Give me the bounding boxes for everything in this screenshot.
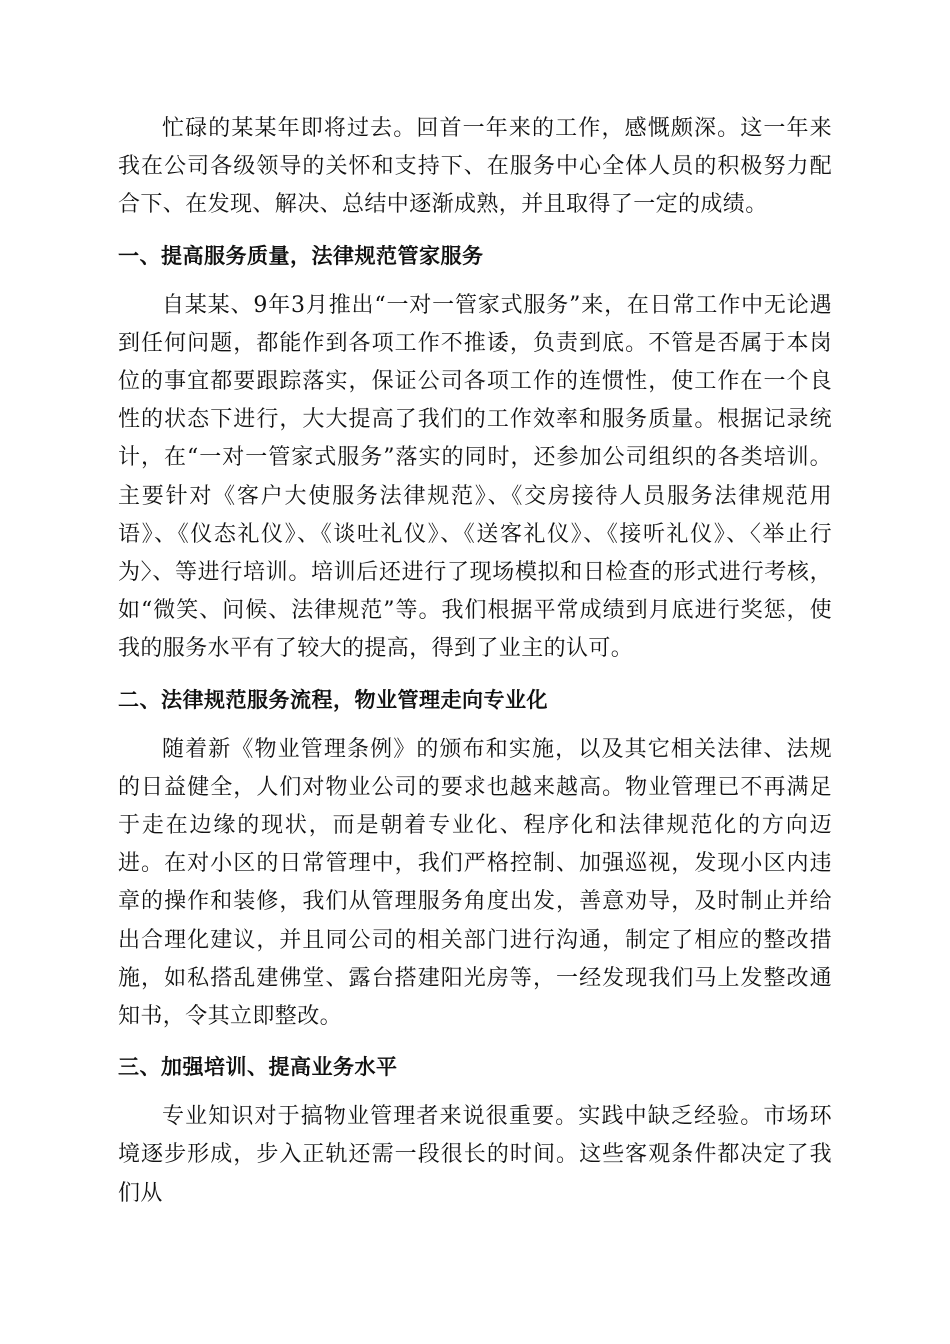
section-2-paragraph: 随着新《物业管理条例》的颁布和实施，以及其它相关法律、法规的日益健全，人们对物业公司的要求也越来越高。物业管理已不再满足于走在边缘的现状，而是朝着专业化、程序化和法律规范化的方向迈进。在对小区的日常管理中，我们严格控制、加强巡视，发现小区内违章的操作和装修，我们从管理服务角度出发，善意劝导，及时制止并给出合理化建议，并且同公司的相关部门进行沟通，制定了相应的整改措施，如私搭乱建佛堂、露台搭建阳光房等，一经发现我们马上发整改通知书，令其立即整改。 [118, 736, 832, 1030]
section-3-heading: 三、加强培训、提高业务水平 [118, 1055, 398, 1080]
section-3-paragraph: 专业知识对于搞物业管理者来说很重要。实践中缺乏经验。市场环境逐步形成，步入正轨还需一段很长的时间。这些客观条件都决定了我们从 [118, 1104, 832, 1206]
intro-paragraph: 忙碌的某某年即将过去。回首一年来的工作，感慨颇深。这一年来我在公司各级领导的关怀和支持下、在服务中心全体人员的积极努力配合下、在发现、解决、总结中逐渐成熟，并且取得了一定的成绩。 [118, 116, 832, 218]
document-body [118, 110, 832, 1213]
section-2-heading: 二、法律规范服务流程，物业管理走向专业化 [118, 687, 548, 712]
section-1-paragraph: 自某某、9年3月推出“一对一管家式服务”来，在日常工作中无论遇到任何问题，都能作到各项工作不推诿，负责到底。不管是否属于本岗位的事宜都要跟踪落实，保证公司各项工作的连惯性，使工作在一个良性的状态下进行，大大提高了我们的工作效率和服务质量。根据记录统计，在“一对一管家式服务”落实的同时，还参加公司组织的各类培训。主要针对《客户大使服务法律规范》、《交房接待人员服务法律规范用语》、《仪态礼仪》、《谈吐礼仪》、《送客礼仪》、《接听礼仪》、〈举止行为〉、等进行培训。培训后还进行了现场模拟和日检查的形式进行考核，如“微笑、问候、法律规范”等。我们根据平常成绩到月底进行奖惩，使我的服务水平有了较大的提高，得到了业主的认可。 [118, 292, 832, 662]
section-1-heading: 一、提高服务质量，法律规范管家服务 [118, 243, 484, 268]
